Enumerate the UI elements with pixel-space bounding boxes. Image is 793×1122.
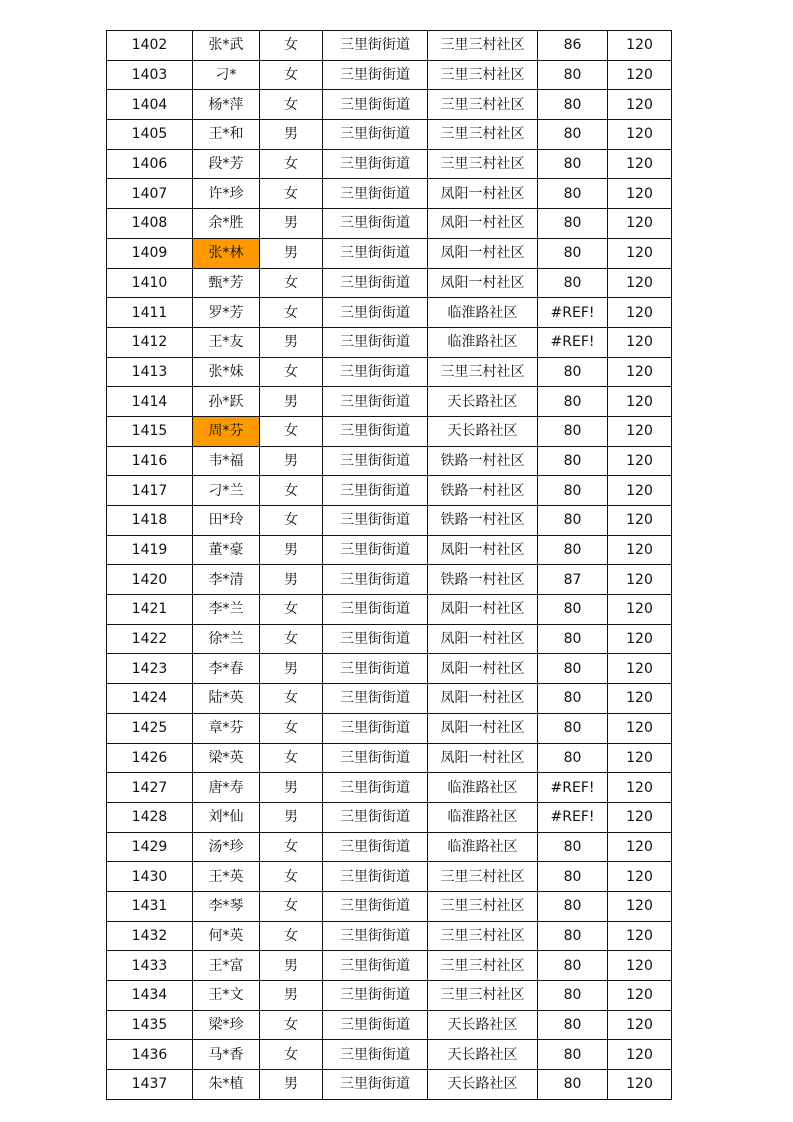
cell-street: 三里街街道 (323, 832, 428, 862)
table-row (107, 387, 672, 417)
cell-gender: 男 (260, 387, 323, 417)
cell-total: 120 (608, 506, 672, 536)
cell-score: 80 (538, 595, 608, 625)
cell-name: 张*武 (193, 31, 260, 61)
cell-gender: 男 (260, 535, 323, 565)
cell-street: 三里街街道 (323, 565, 428, 595)
cell-id: 1409 (107, 238, 193, 268)
cell-total: 120 (608, 268, 672, 298)
cell-gender: 女 (260, 179, 323, 209)
cell-community: 三里三村社区 (428, 149, 538, 179)
cell-name: 徐*兰 (193, 624, 260, 654)
cell-community: 天长路社区 (428, 416, 538, 446)
cell-community: 凤阳一村社区 (428, 595, 538, 625)
cell-id: 1433 (107, 951, 193, 981)
cell-name: 孙*跃 (193, 387, 260, 417)
cell-gender: 男 (260, 654, 323, 684)
cell-street: 三里街街道 (323, 179, 428, 209)
cell-street: 三里街街道 (323, 684, 428, 714)
cell-name: 马*香 (193, 1040, 260, 1070)
cell-name: 王*友 (193, 327, 260, 357)
cell-id: 1435 (107, 1010, 193, 1040)
cell-score: 80 (538, 238, 608, 268)
cell-community: 临淮路社区 (428, 298, 538, 328)
table-row (107, 120, 672, 150)
cell-name: 刁* (193, 60, 260, 90)
cell-id: 1407 (107, 179, 193, 209)
cell-gender: 女 (260, 90, 323, 120)
data-sheet (106, 30, 672, 1100)
cell-street: 三里街街道 (323, 951, 428, 981)
cell-community: 三里三村社区 (428, 31, 538, 61)
cell-total: 120 (608, 743, 672, 773)
cell-community: 凤阳一村社区 (428, 654, 538, 684)
cell-community: 凤阳一村社区 (428, 624, 538, 654)
cell-street: 三里街街道 (323, 1040, 428, 1070)
cell-gender: 男 (260, 802, 323, 832)
cell-community: 凤阳一村社区 (428, 684, 538, 714)
cell-total: 120 (608, 120, 672, 150)
cell-total: 120 (608, 357, 672, 387)
cell-street: 三里街街道 (323, 535, 428, 565)
cell-total: 120 (608, 298, 672, 328)
cell-name: 刁*兰 (193, 476, 260, 506)
cell-name: 刘*仙 (193, 802, 260, 832)
cell-street: 三里街街道 (323, 31, 428, 61)
cell-score: 80 (538, 535, 608, 565)
cell-total: 120 (608, 773, 672, 803)
table-row (107, 90, 672, 120)
cell-total: 120 (608, 60, 672, 90)
cell-id: 1404 (107, 90, 193, 120)
cell-id: 1436 (107, 1040, 193, 1070)
cell-gender: 男 (260, 327, 323, 357)
cell-score: 80 (538, 179, 608, 209)
cell-street: 三里街街道 (323, 387, 428, 417)
cell-id: 1437 (107, 1070, 193, 1100)
table-row (107, 595, 672, 625)
cell-street: 三里街街道 (323, 120, 428, 150)
cell-gender: 女 (260, 624, 323, 654)
cell-gender: 男 (260, 981, 323, 1011)
cell-gender: 女 (260, 506, 323, 536)
cell-name: 章*芬 (193, 713, 260, 743)
cell-score: 80 (538, 743, 608, 773)
cell-street: 三里街街道 (323, 357, 428, 387)
cell-community: 凤阳一村社区 (428, 535, 538, 565)
cell-gender: 男 (260, 238, 323, 268)
records-table (106, 30, 672, 1100)
cell-name: 张*妹 (193, 357, 260, 387)
cell-total: 120 (608, 1070, 672, 1100)
cell-id: 1408 (107, 209, 193, 239)
cell-total: 120 (608, 981, 672, 1011)
cell-name: 陆*英 (193, 684, 260, 714)
cell-gender: 男 (260, 565, 323, 595)
cell-name: 甄*芳 (193, 268, 260, 298)
cell-gender: 女 (260, 416, 323, 446)
cell-gender: 男 (260, 773, 323, 803)
table-row (107, 713, 672, 743)
cell-id: 1411 (107, 298, 193, 328)
cell-id: 1417 (107, 476, 193, 506)
table-row (107, 476, 672, 506)
cell-street: 三里街街道 (323, 60, 428, 90)
cell-score: 80 (538, 120, 608, 150)
cell-id: 1420 (107, 565, 193, 595)
cell-community: 天长路社区 (428, 1040, 538, 1070)
cell-street: 三里街街道 (323, 921, 428, 951)
cell-id: 1413 (107, 357, 193, 387)
table-row (107, 179, 672, 209)
cell-total: 120 (608, 149, 672, 179)
cell-score: 80 (538, 981, 608, 1011)
cell-score: 80 (538, 624, 608, 654)
cell-gender: 女 (260, 1010, 323, 1040)
cell-gender: 女 (260, 31, 323, 61)
cell-gender: 女 (260, 743, 323, 773)
cell-total: 120 (608, 832, 672, 862)
table-row (107, 981, 672, 1011)
table-row (107, 1040, 672, 1070)
cell-name: 王*富 (193, 951, 260, 981)
cell-total: 120 (608, 476, 672, 506)
cell-street: 三里街街道 (323, 981, 428, 1011)
cell-total: 120 (608, 802, 672, 832)
cell-street: 三里街街道 (323, 446, 428, 476)
cell-total: 120 (608, 595, 672, 625)
cell-id: 1403 (107, 60, 193, 90)
cell-id: 1423 (107, 654, 193, 684)
cell-total: 120 (608, 1040, 672, 1070)
cell-community: 凤阳一村社区 (428, 268, 538, 298)
table-row (107, 327, 672, 357)
cell-community: 铁路一村社区 (428, 565, 538, 595)
cell-id: 1428 (107, 802, 193, 832)
cell-name: 董*豪 (193, 535, 260, 565)
cell-community: 三里三村社区 (428, 357, 538, 387)
cell-community: 凤阳一村社区 (428, 743, 538, 773)
table-row (107, 832, 672, 862)
cell-street: 三里街街道 (323, 654, 428, 684)
cell-score: 80 (538, 268, 608, 298)
cell-name: 张*林 (193, 238, 260, 268)
cell-street: 三里街街道 (323, 506, 428, 536)
cell-community: 凤阳一村社区 (428, 713, 538, 743)
cell-score: #REF! (538, 327, 608, 357)
cell-score: 80 (538, 1010, 608, 1040)
cell-total: 120 (608, 90, 672, 120)
cell-total: 120 (608, 446, 672, 476)
cell-community: 临淮路社区 (428, 773, 538, 803)
cell-score: 80 (538, 921, 608, 951)
cell-id: 1410 (107, 268, 193, 298)
cell-total: 120 (608, 713, 672, 743)
table-row (107, 743, 672, 773)
table-row (107, 951, 672, 981)
cell-total: 120 (608, 416, 672, 446)
cell-name: 李*清 (193, 565, 260, 595)
cell-street: 三里街街道 (323, 327, 428, 357)
table-row (107, 209, 672, 239)
cell-total: 120 (608, 535, 672, 565)
cell-score: 80 (538, 149, 608, 179)
cell-score: 80 (538, 832, 608, 862)
cell-gender: 男 (260, 209, 323, 239)
cell-id: 1415 (107, 416, 193, 446)
cell-street: 三里街街道 (323, 1010, 428, 1040)
cell-gender: 女 (260, 595, 323, 625)
cell-community: 铁路一村社区 (428, 446, 538, 476)
cell-score: 80 (538, 891, 608, 921)
table-row (107, 624, 672, 654)
table-row (107, 773, 672, 803)
cell-gender: 女 (260, 1040, 323, 1070)
cell-score: 80 (538, 654, 608, 684)
cell-id: 1426 (107, 743, 193, 773)
cell-community: 临淮路社区 (428, 327, 538, 357)
cell-gender: 女 (260, 149, 323, 179)
cell-name: 梁*珍 (193, 1010, 260, 1040)
cell-gender: 男 (260, 446, 323, 476)
cell-score: 80 (538, 951, 608, 981)
table-row (107, 684, 672, 714)
cell-gender: 女 (260, 357, 323, 387)
cell-gender: 男 (260, 120, 323, 150)
cell-community: 天长路社区 (428, 1010, 538, 1040)
cell-community: 临淮路社区 (428, 802, 538, 832)
cell-street: 三里街街道 (323, 209, 428, 239)
cell-score: 80 (538, 446, 608, 476)
records-table-body (107, 31, 672, 1100)
cell-gender: 女 (260, 684, 323, 714)
table-row (107, 238, 672, 268)
cell-total: 120 (608, 684, 672, 714)
cell-score: 80 (538, 60, 608, 90)
cell-name: 杨*萍 (193, 90, 260, 120)
cell-id: 1424 (107, 684, 193, 714)
cell-total: 120 (608, 654, 672, 684)
cell-id: 1402 (107, 31, 193, 61)
cell-id: 1418 (107, 506, 193, 536)
cell-total: 120 (608, 179, 672, 209)
cell-community: 铁路一村社区 (428, 476, 538, 506)
cell-community: 三里三村社区 (428, 120, 538, 150)
cell-community: 三里三村社区 (428, 951, 538, 981)
cell-gender: 女 (260, 862, 323, 892)
cell-community: 凤阳一村社区 (428, 179, 538, 209)
cell-name: 唐*寿 (193, 773, 260, 803)
cell-score: 80 (538, 90, 608, 120)
table-row (107, 565, 672, 595)
table-row (107, 654, 672, 684)
cell-score: 80 (538, 506, 608, 536)
cell-gender: 男 (260, 1070, 323, 1100)
cell-community: 三里三村社区 (428, 981, 538, 1011)
cell-street: 三里街街道 (323, 713, 428, 743)
cell-street: 三里街街道 (323, 743, 428, 773)
cell-score: 80 (538, 357, 608, 387)
cell-id: 1405 (107, 120, 193, 150)
cell-total: 120 (608, 387, 672, 417)
table-row (107, 149, 672, 179)
cell-score: 86 (538, 31, 608, 61)
cell-gender: 女 (260, 713, 323, 743)
cell-total: 120 (608, 238, 672, 268)
cell-name: 田*玲 (193, 506, 260, 536)
table-row (107, 1070, 672, 1100)
table-row (107, 802, 672, 832)
cell-total: 120 (608, 951, 672, 981)
cell-street: 三里街街道 (323, 862, 428, 892)
cell-score: 87 (538, 565, 608, 595)
cell-id: 1429 (107, 832, 193, 862)
cell-gender: 女 (260, 832, 323, 862)
cell-id: 1425 (107, 713, 193, 743)
cell-name: 王*英 (193, 862, 260, 892)
cell-street: 三里街街道 (323, 476, 428, 506)
cell-total: 120 (608, 327, 672, 357)
cell-street: 三里街街道 (323, 268, 428, 298)
cell-name: 韦*福 (193, 446, 260, 476)
cell-street: 三里街街道 (323, 891, 428, 921)
cell-community: 三里三村社区 (428, 862, 538, 892)
cell-score: 80 (538, 209, 608, 239)
table-row (107, 268, 672, 298)
cell-id: 1414 (107, 387, 193, 417)
table-row (107, 921, 672, 951)
cell-name: 李*琴 (193, 891, 260, 921)
cell-community: 铁路一村社区 (428, 506, 538, 536)
table-row (107, 862, 672, 892)
cell-score: #REF! (538, 298, 608, 328)
cell-total: 120 (608, 209, 672, 239)
table-row (107, 535, 672, 565)
cell-score: 80 (538, 713, 608, 743)
cell-community: 凤阳一村社区 (428, 209, 538, 239)
cell-gender: 女 (260, 891, 323, 921)
table-row (107, 506, 672, 536)
cell-community: 三里三村社区 (428, 90, 538, 120)
table-row (107, 298, 672, 328)
cell-street: 三里街街道 (323, 1070, 428, 1100)
cell-community: 三里三村社区 (428, 60, 538, 90)
cell-name: 段*芳 (193, 149, 260, 179)
cell-name: 王*和 (193, 120, 260, 150)
cell-id: 1434 (107, 981, 193, 1011)
cell-total: 120 (608, 31, 672, 61)
cell-street: 三里街街道 (323, 802, 428, 832)
table-row (107, 60, 672, 90)
cell-gender: 女 (260, 60, 323, 90)
cell-id: 1419 (107, 535, 193, 565)
cell-id: 1412 (107, 327, 193, 357)
cell-total: 120 (608, 891, 672, 921)
cell-street: 三里街街道 (323, 238, 428, 268)
cell-name: 何*英 (193, 921, 260, 951)
table-row (107, 357, 672, 387)
cell-name: 罗*芳 (193, 298, 260, 328)
cell-id: 1406 (107, 149, 193, 179)
cell-id: 1432 (107, 921, 193, 951)
cell-total: 120 (608, 1010, 672, 1040)
cell-total: 120 (608, 624, 672, 654)
cell-community: 天长路社区 (428, 1070, 538, 1100)
cell-street: 三里街街道 (323, 416, 428, 446)
cell-gender: 女 (260, 268, 323, 298)
cell-gender: 男 (260, 951, 323, 981)
cell-total: 120 (608, 565, 672, 595)
cell-street: 三里街街道 (323, 595, 428, 625)
cell-gender: 女 (260, 921, 323, 951)
cell-gender: 女 (260, 298, 323, 328)
cell-community: 临淮路社区 (428, 832, 538, 862)
cell-id: 1421 (107, 595, 193, 625)
cell-name: 许*珍 (193, 179, 260, 209)
table-row (107, 31, 672, 61)
cell-street: 三里街街道 (323, 149, 428, 179)
table-row (107, 446, 672, 476)
cell-name: 梁*英 (193, 743, 260, 773)
cell-community: 三里三村社区 (428, 891, 538, 921)
cell-id: 1422 (107, 624, 193, 654)
cell-score: 80 (538, 476, 608, 506)
cell-id: 1427 (107, 773, 193, 803)
cell-score: 80 (538, 862, 608, 892)
cell-community: 天长路社区 (428, 387, 538, 417)
cell-score: #REF! (538, 773, 608, 803)
cell-name: 余*胜 (193, 209, 260, 239)
cell-total: 120 (608, 862, 672, 892)
table-row (107, 416, 672, 446)
cell-score: 80 (538, 684, 608, 714)
cell-name: 王*文 (193, 981, 260, 1011)
cell-score: 80 (538, 1040, 608, 1070)
cell-name: 周*芬 (193, 416, 260, 446)
cell-score: 80 (538, 416, 608, 446)
cell-street: 三里街街道 (323, 624, 428, 654)
cell-gender: 女 (260, 476, 323, 506)
cell-name: 汤*珍 (193, 832, 260, 862)
table-row (107, 891, 672, 921)
cell-id: 1431 (107, 891, 193, 921)
cell-community: 三里三村社区 (428, 921, 538, 951)
cell-name: 朱*植 (193, 1070, 260, 1100)
cell-total: 120 (608, 921, 672, 951)
cell-score: #REF! (538, 802, 608, 832)
table-row (107, 1010, 672, 1040)
cell-score: 80 (538, 1070, 608, 1100)
cell-id: 1416 (107, 446, 193, 476)
cell-id: 1430 (107, 862, 193, 892)
cell-community: 凤阳一村社区 (428, 238, 538, 268)
cell-name: 李*兰 (193, 595, 260, 625)
cell-street: 三里街街道 (323, 773, 428, 803)
cell-street: 三里街街道 (323, 298, 428, 328)
cell-score: 80 (538, 387, 608, 417)
cell-name: 李*春 (193, 654, 260, 684)
cell-street: 三里街街道 (323, 90, 428, 120)
